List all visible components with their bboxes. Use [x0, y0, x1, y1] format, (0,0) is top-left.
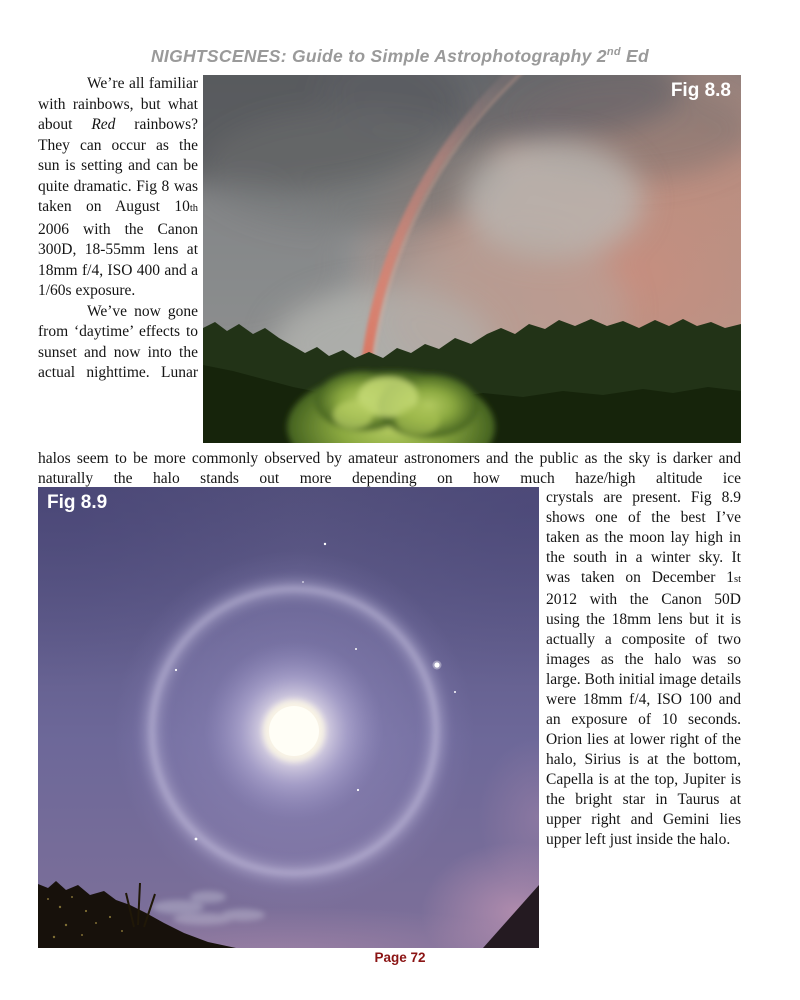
header-title-tail: Ed — [620, 46, 649, 66]
text-run: We’re all familiar with rainbows, but what about — [38, 75, 198, 133]
moon — [204, 641, 384, 821]
paragraph-lunar-halo — [546, 488, 741, 850]
ordinal-suffix: th — [189, 203, 198, 214]
text-run: 2012 with the Canon 50D using the 18mm lens but it is actually a composite of two images as the halo was so large. Both initial image details were 18mm f/4, ISO 100 and an exposure of 10 seconds. Orion lies at lower right of the halo, Sirius is at the bottom, Capella is at the top, Jupiter is the bright star in Taurus at upper right and Gemini lies upper left just inside the halo. — [546, 591, 741, 848]
page-header — [0, 46, 800, 67]
paragraph-halos: halos seem to be more commonly observed by amateur astronomers and the public as the sky is darker and naturally the halo stands out more depending on how much haze/high altitude ice — [38, 450, 741, 487]
left-text-column — [38, 74, 198, 452]
text-run: 2006 with the Canon 300D, 18-55mm lens at 18mm f/4, ISO 400 and a 1/60s exposure. — [38, 220, 198, 299]
figure-8-8 — [203, 75, 741, 443]
right-text-column — [546, 488, 741, 900]
text-run: crystals are present. Fig 8.9 shows one of the best I’ve taken as the moon lay high in the south in a winter sky. It was taken on December 1 — [546, 489, 741, 586]
ordinal-suffix: st — [733, 574, 741, 585]
red-rainbow-photo — [203, 75, 741, 443]
paragraph-red-rainbows — [38, 74, 198, 302]
text-run: Lunar — [160, 364, 198, 381]
lunar-halo-photo — [38, 487, 539, 948]
page-number: Page 72 — [374, 950, 426, 965]
text-run: We’ve now gone from ‘daytime’ effects to sunset and now into the actual nighttime. — [38, 302, 198, 381]
text-run: rainbows? They can occur as the sun is setting and can be quite dramatic. Fig 8 was taken on August 10 — [38, 116, 198, 215]
page-footer — [0, 950, 800, 965]
header-title-ordinal: nd — [606, 46, 621, 59]
figure-8-9-label: Fig 8.9 — [47, 492, 108, 513]
figure-8-9 — [38, 487, 539, 948]
header-title: NIGHTSCENES: Guide to Simple Astrophotography 2 — [150, 46, 607, 66]
text-run-italic: Red — [91, 116, 116, 133]
full-width-text — [38, 449, 741, 488]
figure-8-8-label: Fig 8.8 — [670, 80, 731, 101]
paragraph-nighttime — [38, 302, 198, 384]
